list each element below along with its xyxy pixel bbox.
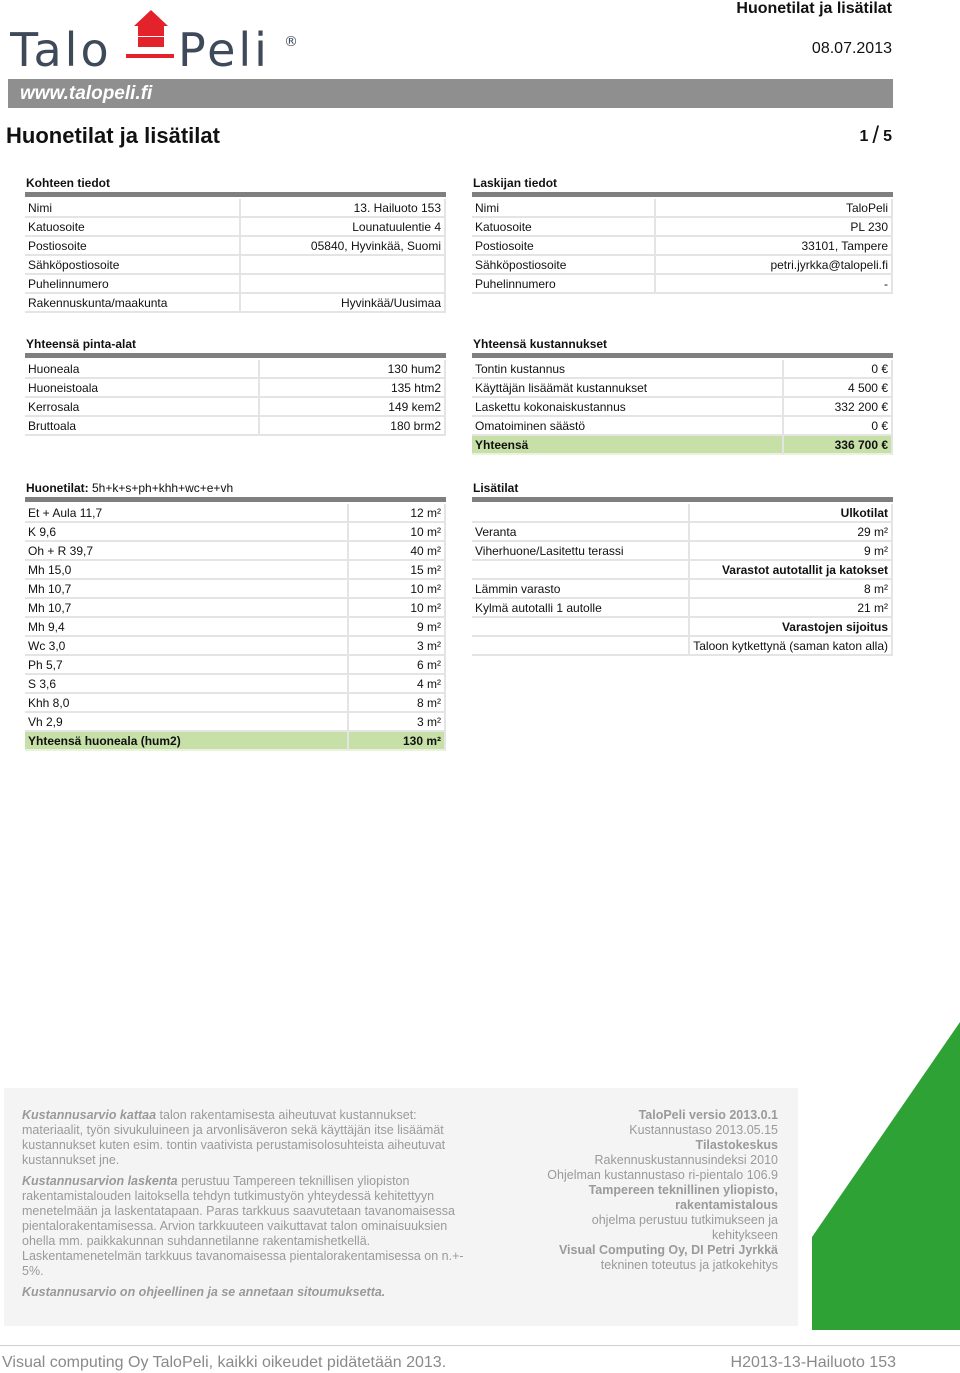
row-value: Varastot autotallit ja katokset (690, 561, 893, 580)
row-label: Mh 10,7 (25, 580, 349, 599)
row-label: Rakennuskunta/maakunta (25, 294, 241, 313)
price-level-line: Kustannustaso 2013.05.15 (629, 1123, 778, 1137)
decorative-green-triangle (812, 1022, 960, 1330)
extra-space-row (472, 523, 893, 542)
disclaimer-1-body: talon rakentamisesta aiheutuvat kustannukset: materiaalit, työn sivukuluineen ja arvonlisäveron sekä käyttäjän itse lisäämät kustannukset kuten esim. tontin vaativista perustamisolosuhteista aiheutuvat kustannukset jne. (22, 1108, 446, 1167)
areas-section (25, 336, 446, 436)
version-info (535, 1108, 778, 1273)
room-row (25, 599, 446, 618)
room-row (25, 542, 446, 561)
rooms-title-label: Huonetilat: (26, 481, 89, 495)
row-value: Taloon kytkettynä (saman katon alla) (690, 637, 893, 656)
row-label: Et + Aula 11,7 (25, 504, 349, 523)
property-info-table (25, 199, 446, 313)
row-value: Lounatuulentie 4 (241, 218, 446, 237)
extra-space-row (472, 637, 893, 656)
room-row (25, 580, 446, 599)
costs-section (472, 336, 893, 455)
report-date: 08.07.2013 (811, 40, 892, 57)
row-value: 05840, Hyvinkää, Suomi (241, 237, 446, 256)
row-label: Katuosoite (25, 218, 241, 237)
row-label: S 3,6 (25, 675, 349, 694)
room-row (25, 523, 446, 542)
row-label: Mh 9,4 (25, 618, 349, 637)
row-label: Tontin kustannus (472, 360, 784, 379)
row-value (241, 256, 446, 275)
row-value: 0 € (784, 360, 893, 379)
svg-text:®: ® (284, 34, 298, 50)
row-label: Sähköpostiosoite (472, 256, 656, 275)
property-info-row (25, 294, 446, 313)
disclaimer-3-lead: Kustannusarvio on ohjeellinen ja se annetaan sitoumuksetta. (22, 1285, 386, 1299)
extra-space-row (472, 504, 893, 523)
row-label: Katuosoite (472, 218, 656, 237)
footer-copyright: Visual computing Oy TaloPeli, kaikki oikeudet pidätetään 2013. (2, 1354, 447, 1371)
statistics-source: Tilastokeskus (695, 1138, 778, 1152)
row-value: 12 m² (349, 504, 446, 523)
row-value: 29 m² (690, 523, 893, 542)
extra-space-row (472, 580, 893, 599)
property-info-row (25, 218, 446, 237)
rooms-section (25, 480, 446, 751)
total-label: Yhteensä (472, 436, 784, 455)
section-rule (472, 497, 893, 502)
version-line: TaloPeli versio 2013.0.1 (638, 1108, 778, 1122)
row-value: PL 230 (656, 218, 893, 237)
row-value: petri.jyrkka@talopeli.fi (656, 256, 893, 275)
costs-total-row (472, 436, 893, 455)
calculator-info-row (472, 199, 893, 218)
costs-title: Yhteensä kustannukset (473, 337, 608, 351)
row-label: Käyttäjän lisäämät kustannukset (472, 379, 784, 398)
company-line: Visual Computing Oy, DI Petri Jyrkkä (558, 1243, 778, 1257)
row-label: Huoneistoala (25, 379, 260, 398)
disclaimer-paragraph-3 (22, 1285, 477, 1300)
row-value: 3 m² (349, 637, 446, 656)
implementation-line: tekninen toteutus ja jatkokehitys (600, 1258, 778, 1272)
university-line: Tampereen teknillinen yliopisto, rakentamistalous (588, 1183, 778, 1212)
extra-spaces-table (472, 504, 893, 656)
talopeli-logo (10, 4, 302, 76)
url-bar (8, 79, 893, 108)
row-label: Puhelinnumero (472, 275, 656, 294)
row-value: 149 kem2 (260, 398, 446, 417)
areas-title: Yhteensä pinta-alat (26, 337, 137, 351)
extra-space-row (472, 542, 893, 561)
area-row (25, 417, 446, 436)
row-label: Mh 15,0 (25, 561, 349, 580)
area-row (25, 379, 446, 398)
row-label: Sähköpostiosoite (25, 256, 241, 275)
row-label (472, 618, 690, 637)
row-value: TaloPeli (656, 199, 893, 218)
row-label: Oh + R 39,7 (25, 542, 349, 561)
room-row (25, 713, 446, 732)
row-value: 10 m² (349, 599, 446, 618)
row-value: 135 htm2 (260, 379, 446, 398)
calculator-info-section (472, 175, 893, 294)
cost-row (472, 360, 893, 379)
property-info-row (25, 275, 446, 294)
extra-spaces-title: Lisätilat (473, 481, 519, 495)
disclaimer-2-lead: Kustannusarvion laskenta (22, 1174, 178, 1188)
total-value: 336 700 € (784, 436, 893, 455)
rooms-title (25, 480, 446, 496)
row-label: Khh 8,0 (25, 694, 349, 713)
row-value (241, 275, 446, 294)
total-label: Yhteensä huoneala (hum2) (25, 732, 349, 751)
room-row (25, 504, 446, 523)
row-value: 9 m² (349, 618, 446, 637)
calculator-info-row (472, 237, 893, 256)
rooms-total-row (25, 732, 446, 751)
svg-text:Talo: Talo (10, 23, 112, 76)
row-label: Kylmä autotalli 1 autolle (472, 599, 690, 618)
row-label: Puhelinnumero (25, 275, 241, 294)
room-row (25, 694, 446, 713)
page-indicator (860, 122, 892, 150)
section-rule (25, 192, 446, 197)
row-value: 13. Hailuoto 153 (241, 199, 446, 218)
total-value: 130 m² (349, 732, 446, 751)
calculator-info-title: Laskijan tiedot (473, 176, 558, 190)
row-label: Omatoiminen säästö (472, 417, 784, 436)
extra-space-row (472, 599, 893, 618)
area-row (25, 398, 446, 417)
row-value: 4 m² (349, 675, 446, 694)
calculator-info-row (472, 256, 893, 275)
row-value: Hyvinkää/Uusimaa (241, 294, 446, 313)
property-info-section (25, 175, 446, 313)
areas-table (25, 360, 446, 436)
extra-spaces-section (472, 480, 893, 656)
row-value: 0 € (784, 417, 893, 436)
row-label: Nimi (472, 199, 656, 218)
website-link[interactable]: www.talopeli.fi (20, 83, 153, 104)
row-label: Veranta (472, 523, 690, 542)
row-value: 9 m² (690, 542, 893, 561)
disclaimer-1-lead: Kustannusarvio kattaa (22, 1108, 157, 1122)
report-title: Huonetilat ja lisätilat (736, 0, 892, 17)
section-rule (25, 353, 446, 358)
row-label: Huoneala (25, 360, 260, 379)
row-value: 130 hum2 (260, 360, 446, 379)
page-heading: Huonetilat ja lisätilat (6, 123, 220, 148)
row-value: 3 m² (349, 713, 446, 732)
rooms-table (25, 504, 446, 751)
row-value: 21 m² (690, 599, 893, 618)
page-separator: / (872, 122, 880, 149)
room-row (25, 675, 446, 694)
row-label: Postiosoite (472, 237, 656, 256)
row-label: Postiosoite (25, 237, 241, 256)
footer-document-id: H2013-13-Hailuoto 153 (730, 1354, 896, 1371)
property-info-row (25, 256, 446, 275)
row-label (472, 637, 690, 656)
disclaimer-2-body: perustuu Tampereen teknillisen yliopiston rakentamistalouden laitoksella tehdyn tutkimustyön yhteydessä kehitettyyn menetelmään ja laskentatapaan. Paras tarkkuus saavutetaan tavanomaisessa pientalorakentamisessa. Arvion tarkkuuteen vaikuttavat talon ominaisuuksien ohella mm. paikkakunnan suhdannetilanne rakentamishetkellä. Laskentamenetelmän tarkkuus tavanomaisessa pientalorakentamisessa on n.+- 5%. (22, 1174, 464, 1278)
row-value: 10 m² (349, 580, 446, 599)
calculator-info-table (472, 199, 893, 294)
extra-space-row (472, 618, 893, 637)
row-label: Lämmin varasto (472, 580, 690, 599)
calculator-info-row (472, 218, 893, 237)
room-row (25, 637, 446, 656)
row-value: - (656, 275, 893, 294)
section-rule (472, 192, 893, 197)
research-line: ohjelma perustuu tutkimukseen ja kehitykseen (591, 1213, 778, 1242)
row-label: Viherhuone/Lasitettu terassi (472, 542, 690, 561)
index-line: Rakennuskustannusindeksi 2010 (594, 1153, 778, 1167)
row-value: 8 m² (690, 580, 893, 599)
row-value: 40 m² (349, 542, 446, 561)
area-row (25, 360, 446, 379)
disclaimer-text (22, 1108, 477, 1306)
row-label: Nimi (25, 199, 241, 218)
page-current: 1 (859, 128, 869, 145)
room-row (25, 656, 446, 675)
row-label: Wc 3,0 (25, 637, 349, 656)
row-label: Laskettu kokonaiskustannus (472, 398, 784, 417)
page-total: 5 (883, 128, 892, 145)
footer-divider (0, 1345, 960, 1346)
property-info-row (25, 237, 446, 256)
costs-table (472, 360, 893, 455)
row-value: 332 200 € (784, 398, 893, 417)
row-label (472, 504, 690, 523)
row-value: 6 m² (349, 656, 446, 675)
section-rule (472, 353, 893, 358)
program-price-level: Ohjelman kustannustaso ri-pientalo 106.9 (547, 1168, 778, 1182)
row-value: Varastojen sijoitus (690, 618, 893, 637)
disclaimer-paragraph-1 (22, 1108, 477, 1168)
row-value: 8 m² (349, 694, 446, 713)
cost-row (472, 417, 893, 436)
svg-text:Peli: Peli (178, 23, 270, 76)
row-label: Vh 2,9 (25, 713, 349, 732)
disclaimer-paragraph-2 (22, 1174, 477, 1279)
row-label: K 9,6 (25, 523, 349, 542)
row-label (472, 561, 690, 580)
row-value: 10 m² (349, 523, 446, 542)
calculator-info-row (472, 275, 893, 294)
room-row (25, 561, 446, 580)
property-info-title: Kohteen tiedot (26, 176, 110, 190)
row-label: Ph 5,7 (25, 656, 349, 675)
row-label: Kerrosala (25, 398, 260, 417)
rooms-title-summary: 5h+k+s+ph+khh+wc+e+vh (88, 481, 234, 495)
room-row (25, 618, 446, 637)
row-value: 4 500 € (784, 379, 893, 398)
row-value: 33101, Tampere (656, 237, 893, 256)
row-value: 15 m² (349, 561, 446, 580)
section-rule (25, 497, 446, 502)
row-label: Bruttoala (25, 417, 260, 436)
row-value: Ulkotilat (690, 504, 893, 523)
row-label: Mh 10,7 (25, 599, 349, 618)
extra-space-row (472, 561, 893, 580)
row-value: 180 brm2 (260, 417, 446, 436)
cost-row (472, 398, 893, 417)
property-info-row (25, 199, 446, 218)
cost-row (472, 379, 893, 398)
